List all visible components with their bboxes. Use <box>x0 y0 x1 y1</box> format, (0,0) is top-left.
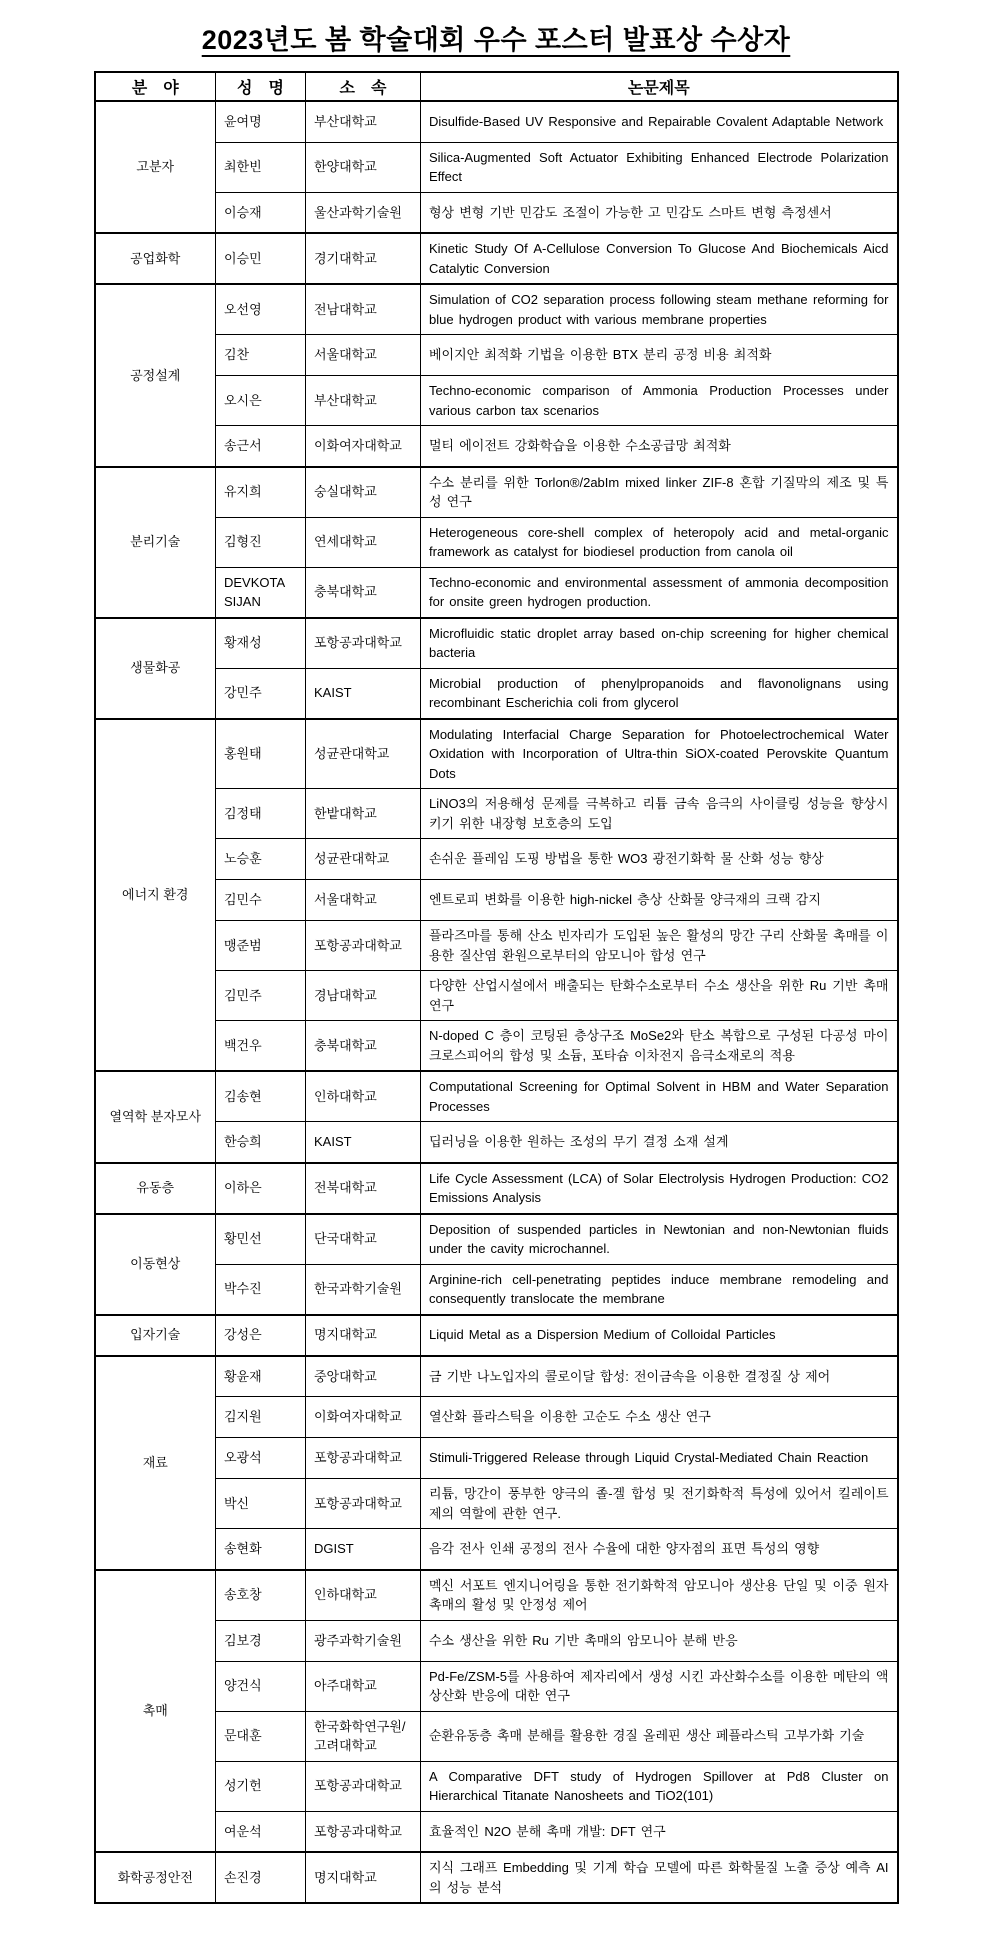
affiliation-cell: 포항공과대학교 <box>306 921 421 971</box>
name-cell: 문대훈 <box>216 1711 306 1761</box>
affiliation-cell: 경남대학교 <box>306 971 421 1021</box>
affiliation-cell: 포항공과대학교 <box>306 1811 421 1852</box>
affiliation-cell: 포항공과대학교 <box>306 1438 421 1479</box>
name-cell: 김형진 <box>216 517 306 567</box>
paper-title-cell: Life Cycle Assessment (LCA) of Solar Electrolysis Hydrogen Production: CO2 Emissions Analysis <box>421 1163 898 1214</box>
paper-title-cell: Arginine-rich cell-penetrating peptides induce membrane remodeling and consequently translocate the membrane <box>421 1264 898 1315</box>
name-cell: 이승재 <box>216 192 306 233</box>
field-cell: 재료 <box>95 1356 216 1570</box>
affiliation-cell: 광주과학기술원 <box>306 1620 421 1661</box>
name-cell: 노승훈 <box>216 839 306 880</box>
table-row <box>95 1264 898 1315</box>
table-row <box>95 233 898 284</box>
affiliation-cell: DGIST <box>306 1529 421 1570</box>
table-row <box>95 1356 898 1397</box>
affiliation-cell: 포항공과대학교 <box>306 618 421 669</box>
field-cell: 에너지 환경 <box>95 719 216 1072</box>
affiliation-cell: 전북대학교 <box>306 1163 421 1214</box>
affiliation-cell: 인하대학교 <box>306 1570 421 1621</box>
paper-title-cell: 베이지안 최적화 기법을 이용한 BTX 분리 공정 비용 최적화 <box>421 335 898 376</box>
name-cell: 백건우 <box>216 1021 306 1072</box>
table-row <box>95 1315 898 1356</box>
header-field: 분 야 <box>95 72 216 101</box>
paper-title-cell: 지식 그래프 Embedding 및 기계 학습 모델에 따른 화학물질 노출 증상 예측 AI의 성능 분석 <box>421 1852 898 1903</box>
paper-title-cell: 플라즈마를 통해 산소 빈자리가 도입된 높은 활성의 망간 구리 산화물 촉매를 이용한 질산염 환원으로부터의 암모니아 합성 연구 <box>421 921 898 971</box>
name-cell: 김민수 <box>216 880 306 921</box>
table-row <box>95 1438 898 1479</box>
paper-title-cell: 리튬, 망간이 풍부한 양극의 졸-겔 합성 및 전기화학적 특성에 있어서 킬레이트제의 역할에 관한 연구. <box>421 1479 898 1529</box>
field-cell: 고분자 <box>95 101 216 233</box>
name-cell: 성기헌 <box>216 1761 306 1811</box>
field-cell: 유동층 <box>95 1163 216 1214</box>
paper-title-cell: 엔트로피 변화를 이용한 high-nickel 층상 산화물 양극재의 크랙 감지 <box>421 880 898 921</box>
affiliation-cell: 부산대학교 <box>306 101 421 142</box>
affiliation-cell: 성균관대학교 <box>306 839 421 880</box>
name-cell: 홍원태 <box>216 719 306 789</box>
paper-title-cell: Deposition of suspended particles in Newtonian and non-Newtonian fluids under the cavity microchannel. <box>421 1214 898 1265</box>
header-paper-title: 논문제목 <box>421 72 898 101</box>
table-row <box>95 142 898 192</box>
affiliation-cell: 아주대학교 <box>306 1661 421 1711</box>
name-cell: 오시은 <box>216 376 306 426</box>
field-cell: 공업화학 <box>95 233 216 284</box>
affiliation-cell: 경기대학교 <box>306 233 421 284</box>
paper-title-cell: 순환유동층 촉매 분해를 활용한 경질 올레핀 생산 페플라스틱 고부가화 기술 <box>421 1711 898 1761</box>
table-row <box>95 1529 898 1570</box>
name-cell: 이승민 <box>216 233 306 284</box>
affiliation-cell: 단국대학교 <box>306 1214 421 1265</box>
affiliation-cell: 명지대학교 <box>306 1315 421 1356</box>
paper-title-cell: Computational Screening for Optimal Solvent in HBM and Water Separation Processes <box>421 1071 898 1122</box>
paper-title-cell: 수소 생산을 위한 Ru 기반 촉매의 암모니아 분해 반응 <box>421 1620 898 1661</box>
table-row <box>95 880 898 921</box>
affiliation-cell: 명지대학교 <box>306 1852 421 1903</box>
paper-title-cell: A Comparative DFT study of Hydrogen Spillover at Pd8 Cluster on Hierarchical Titanate Nanosheets and TiO2(101) <box>421 1761 898 1811</box>
table-row <box>95 719 898 789</box>
field-cell: 공정설계 <box>95 284 216 467</box>
name-cell: 황재성 <box>216 618 306 669</box>
affiliation-cell: KAIST <box>306 1122 421 1163</box>
field-cell: 입자기술 <box>95 1315 216 1356</box>
name-cell: 송호창 <box>216 1570 306 1621</box>
name-cell: 김송현 <box>216 1071 306 1122</box>
affiliation-cell: 서울대학교 <box>306 335 421 376</box>
table-row <box>95 1570 898 1621</box>
paper-title-cell: Silica-Augmented Soft Actuator Exhibiting Enhanced Electrode Polarization Effect <box>421 142 898 192</box>
name-cell: 양건식 <box>216 1661 306 1711</box>
name-cell: 오선영 <box>216 284 306 335</box>
affiliation-cell: 이화여자대학교 <box>306 426 421 467</box>
paper-title-cell: Kinetic Study Of A-Cellulose Conversion To Glucose And Biochemicals Aicd Catalytic Conversion <box>421 233 898 284</box>
affiliation-cell: KAIST <box>306 668 421 719</box>
table-row <box>95 1711 898 1761</box>
name-cell: 오광석 <box>216 1438 306 1479</box>
table-row <box>95 1661 898 1711</box>
table-row <box>95 517 898 567</box>
affiliation-cell: 포항공과대학교 <box>306 1479 421 1529</box>
table-row <box>95 618 898 669</box>
paper-title-cell: 다양한 산업시설에서 배출되는 탄화수소로부터 수소 생산을 위한 Ru 기반 촉매 연구 <box>421 971 898 1021</box>
affiliation-cell: 중앙대학교 <box>306 1356 421 1397</box>
affiliation-cell: 한양대학교 <box>306 142 421 192</box>
paper-title-cell: 효율적인 N2O 분해 촉매 개발: DFT 연구 <box>421 1811 898 1852</box>
affiliation-cell: 전남대학교 <box>306 284 421 335</box>
header-affiliation: 소 속 <box>306 72 421 101</box>
affiliation-cell: 성균관대학교 <box>306 719 421 789</box>
name-cell: 박신 <box>216 1479 306 1529</box>
table-row <box>95 376 898 426</box>
name-cell: 윤여명 <box>216 101 306 142</box>
table-row <box>95 971 898 1021</box>
paper-title-cell: Pd-Fe/ZSM-5를 사용하여 제자리에서 생성 시킨 과산화수소를 이용한 메탄의 액상산화 반응에 대한 연구 <box>421 1661 898 1711</box>
table-row <box>95 567 898 618</box>
affiliation-cell: 포항공과대학교 <box>306 1761 421 1811</box>
name-cell: 한승희 <box>216 1122 306 1163</box>
name-cell: 유지희 <box>216 467 306 518</box>
field-cell: 분리기술 <box>95 467 216 618</box>
table-row <box>95 1811 898 1852</box>
table-row <box>95 1122 898 1163</box>
table-row <box>95 1852 898 1903</box>
table-row <box>95 426 898 467</box>
paper-title-cell: Microbial production of phenylpropanoids and flavonolignans using recombinant Escherichia coli from glycerol <box>421 668 898 719</box>
table-row <box>95 335 898 376</box>
paper-title-cell: 멀티 에이전트 강화학습을 이용한 수소공급망 최적화 <box>421 426 898 467</box>
table-row <box>95 921 898 971</box>
table-row <box>95 192 898 233</box>
paper-title-cell: Techno-economic and environmental assessment of ammonia decomposition for onsite green hydrogen production. <box>421 567 898 618</box>
header-name: 성 명 <box>216 72 306 101</box>
name-cell: 강민주 <box>216 668 306 719</box>
table-row <box>95 1479 898 1529</box>
paper-title-cell: Techno-economic comparison of Ammonia Production Processes under various carbon tax scenarios <box>421 376 898 426</box>
awards-table-body <box>95 101 898 1903</box>
paper-title-cell: 금 기반 나노입자의 콜로이달 합성: 전이금속을 이용한 결정질 상 제어 <box>421 1356 898 1397</box>
name-cell: 최한빈 <box>216 142 306 192</box>
name-cell: 강성은 <box>216 1315 306 1356</box>
paper-title-cell: Modulating Interfacial Charge Separation for Photoelectrochemical Water Oxidation with Incorporation of Ultra-thin SiOX-coated Perovskite Quantum Dots <box>421 719 898 789</box>
table-row <box>95 467 898 518</box>
table-row <box>95 1163 898 1214</box>
table-row <box>95 1761 898 1811</box>
name-cell: 박수진 <box>216 1264 306 1315</box>
field-cell: 생물화공 <box>95 618 216 719</box>
affiliation-cell: 한국과학기술원 <box>306 1264 421 1315</box>
field-cell: 열역학 분자모사 <box>95 1071 216 1163</box>
name-cell: DEVKOTA SIJAN <box>216 567 306 618</box>
affiliation-cell: 충북대학교 <box>306 567 421 618</box>
affiliation-cell: 한밭대학교 <box>306 789 421 839</box>
name-cell: 김찬 <box>216 335 306 376</box>
paper-title-cell: Liquid Metal as a Dispersion Medium of Colloidal Particles <box>421 1315 898 1356</box>
paper-title-cell: 음각 전사 인쇄 공정의 전사 수율에 대한 양자점의 표면 특성의 영향 <box>421 1529 898 1570</box>
name-cell: 여운석 <box>216 1811 306 1852</box>
name-cell: 이하은 <box>216 1163 306 1214</box>
paper-title-cell: Stimuli-Triggered Release through Liquid Crystal-Mediated Chain Reaction <box>421 1438 898 1479</box>
name-cell: 송근서 <box>216 426 306 467</box>
table-row <box>95 668 898 719</box>
table-row <box>95 1397 898 1438</box>
name-cell: 김지원 <box>216 1397 306 1438</box>
paper-title-cell: 형상 변형 기반 민감도 조절이 가능한 고 민감도 스마트 변형 측정센서 <box>421 192 898 233</box>
name-cell: 송현화 <box>216 1529 306 1570</box>
table-row <box>95 1620 898 1661</box>
table-row <box>95 101 898 142</box>
name-cell: 황민선 <box>216 1214 306 1265</box>
affiliation-cell: 서울대학교 <box>306 880 421 921</box>
awards-table <box>94 71 899 1904</box>
name-cell: 김정태 <box>216 789 306 839</box>
paper-title-cell: Disulfide-Based UV Responsive and Repairable Covalent Adaptable Network <box>421 101 898 142</box>
paper-title-cell: 딥러닝을 이용한 원하는 조성의 무기 결정 소재 설계 <box>421 1122 898 1163</box>
name-cell: 김민주 <box>216 971 306 1021</box>
table-row <box>95 1214 898 1265</box>
paper-title-cell: 수소 분리를 위한 Torlon®/2abIm mixed linker ZIF-8 혼합 기질막의 제조 및 특성 연구 <box>421 467 898 518</box>
name-cell: 손진경 <box>216 1852 306 1903</box>
name-cell: 김보경 <box>216 1620 306 1661</box>
paper-title-cell: N-doped C 층이 코팅된 층상구조 MoSe2와 탄소 복합으로 구성된 다공성 마이크로스피어의 합성 및 소듐, 포타슘 이차전지 음극소재로의 적용 <box>421 1021 898 1072</box>
paper-title-cell: 멕신 서포트 엔지니어링을 통한 전기화학적 암모니아 생산용 단일 및 이중 원자 촉매의 활성 및 안정성 제어 <box>421 1570 898 1621</box>
paper-title-cell: 손쉬운 플레임 도핑 방법을 통한 WO3 광전기화학 물 산화 성능 향상 <box>421 839 898 880</box>
table-row <box>95 1021 898 1072</box>
paper-title-cell: Heterogeneous core-shell complex of heteropoly acid and metal-organic framework as catalyst for biodiesel production from canola oil <box>421 517 898 567</box>
field-cell: 화학공정안전 <box>95 1852 216 1903</box>
paper-title-cell: LiNO3의 저용해성 문제를 극복하고 리튬 금속 음극의 사이클링 성능을 향상시키기 위한 내장형 보호층의 도입 <box>421 789 898 839</box>
field-cell: 촉매 <box>95 1570 216 1853</box>
affiliation-cell: 인하대학교 <box>306 1071 421 1122</box>
affiliation-cell: 울산과학기술원 <box>306 192 421 233</box>
table-row <box>95 1071 898 1122</box>
affiliation-cell: 이화여자대학교 <box>306 1397 421 1438</box>
affiliation-cell: 숭실대학교 <box>306 467 421 518</box>
paper-title-cell: 열산화 플라스틱을 이용한 고순도 수소 생산 연구 <box>421 1397 898 1438</box>
name-cell: 황윤재 <box>216 1356 306 1397</box>
table-row <box>95 789 898 839</box>
affiliation-cell: 부산대학교 <box>306 376 421 426</box>
table-row <box>95 284 898 335</box>
affiliation-cell: 연세대학교 <box>306 517 421 567</box>
page-title: 2023년도 봄 학술대회 우수 포스터 발표상 수상자 <box>201 25 791 55</box>
table-row <box>95 839 898 880</box>
name-cell: 맹준범 <box>216 921 306 971</box>
header-row <box>95 72 898 101</box>
paper-title-cell: Simulation of CO2 separation process following steam methane reforming for blue hydrogen product with various membrane properties <box>421 284 898 335</box>
affiliation-cell: 한국화학연구원/고려대학교 <box>306 1711 421 1761</box>
paper-title-cell: Microfluidic static droplet array based on-chip screening for higher chemical bacteria <box>421 618 898 669</box>
affiliation-cell: 충북대학교 <box>306 1021 421 1072</box>
field-cell: 이동현상 <box>95 1214 216 1315</box>
